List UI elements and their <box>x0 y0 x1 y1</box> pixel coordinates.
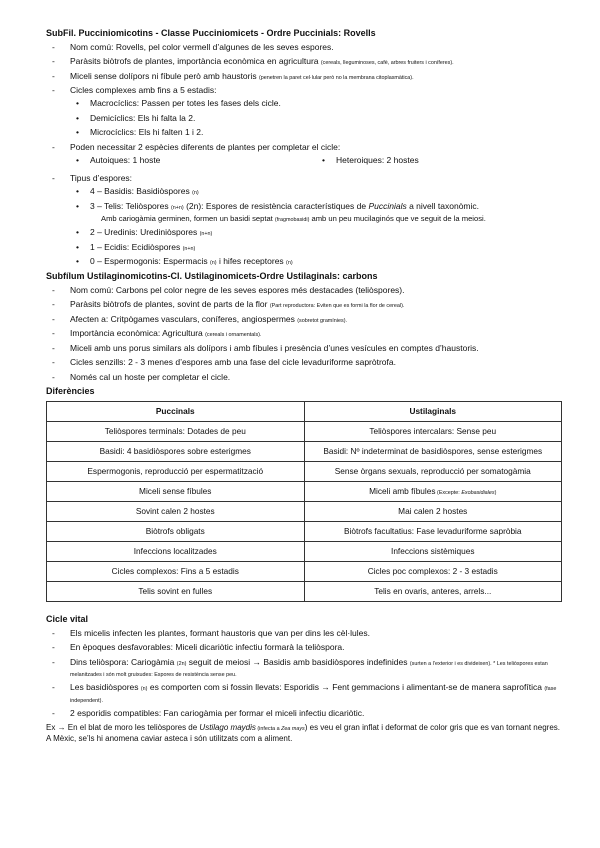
sublist-item: • Heteroiques: 2 hostes <box>316 155 562 166</box>
spore-ploidy: (n+n) <box>182 245 196 252</box>
table-row <box>47 502 562 522</box>
spore-ploidy: (n) <box>192 190 199 197</box>
table-cell: Sense òrgans sexuals, reproducció per somatogàmia <box>304 462 562 482</box>
arrow-right-icon: → <box>252 656 262 667</box>
item-note: * Les teliòspores estan melanitzades i són molt gruixudes: Espores de resistència sense peu. <box>70 660 548 678</box>
list-item <box>46 343 562 354</box>
item-text: Cicles complexes amb fins a 5 estadis: <box>70 85 217 96</box>
table-cell: Biòtrofs obligats <box>47 522 305 542</box>
section-title-puccinials: SubFil. Pucciniomicotins - Classe Pucciniomicets - Ordre Puccinials: Rovells <box>46 28 376 38</box>
item-note: (cereals, lleguminoses, cafè, arbres fruiters i coníferes). <box>320 60 454 67</box>
list-item <box>46 357 562 368</box>
differences-table <box>46 401 562 602</box>
sublist-item <box>70 201 562 224</box>
sublist-item <box>70 227 562 238</box>
example-text: Ex <box>46 723 58 733</box>
spore-text: 0 – Espermogonis: Espermacis <box>90 256 210 267</box>
table-cell: Infeccions localitzades <box>47 542 305 562</box>
table-cell: Biòtrofs facultatius: Fase levaduriforme sapròbia <box>304 522 562 542</box>
item-text: 2 esporidis compatibles: Fan cariogàmia per formar el miceli infectiu dicariòtic. <box>70 708 365 719</box>
sublist-item <box>70 186 562 197</box>
example-note: (infecta a <box>255 726 282 733</box>
hostes-sublist <box>70 155 562 170</box>
item-note: (cereals i ornamentals). <box>205 332 262 339</box>
table-row <box>47 522 562 542</box>
spore-ploidy: (n) <box>210 260 217 267</box>
item-text: Els micelis infecten les plantes, formant haustoris que van per dins les cèl·lules. <box>70 627 371 638</box>
spore-ploidy: (n) <box>286 260 293 267</box>
spore-subnote <box>90 214 562 224</box>
list-item <box>46 642 562 653</box>
list-item <box>46 657 562 679</box>
item-text: Cicles senzills: 2 - 3 menes d’espores amb una fase del cicle levaduriforme sapròtrofa. <box>70 357 396 368</box>
sublist-item <box>70 256 562 267</box>
table-cell <box>304 482 562 502</box>
table-row <box>47 422 562 442</box>
subnote-text: amb un peu mucilaginós que ve seguit de la meiosi. <box>309 213 486 223</box>
item-note: (sobretot gramínies). <box>297 317 347 324</box>
list-item <box>46 173 562 267</box>
sublist-item: • Autoiques: 1 hoste <box>70 155 316 166</box>
table-cell: Miceli sense fíbules <box>47 482 305 502</box>
sublist-item: • Demicíclics: Els hi falta la 2. <box>70 113 562 124</box>
item-text: Afecten a: Critpògames vasculars, coníferes, angiospermes <box>70 313 298 324</box>
item-text: Miceli amb uns porus similars als dolípors i amb fíbules i presència d’unes vesícules en comptes d’haustoris. <box>70 342 479 353</box>
sublist-item <box>70 242 562 253</box>
section-title-ustilaginals: Subfílum Ustilaginomicotins-Cl. Ustilaginomicets-Ordre Ustilaginals: carbons <box>46 270 378 281</box>
spore-text: a nivell taxonòmic. <box>406 200 480 211</box>
spore-text: 3 – Telis: Teliòspores <box>90 200 171 211</box>
arrow-right-icon: → <box>57 723 66 733</box>
table-cell: Basidi: 4 basidiòspores sobre esterigmes <box>47 442 305 462</box>
list-item <box>46 628 562 639</box>
puccinials-list <box>46 42 562 268</box>
table-cell: Sovint calen 2 hostes <box>47 502 305 522</box>
item-text: Nom comú: Rovells, pel color vermell d’algunes de les seves espores. <box>70 41 334 52</box>
item-text: Paràsits biòtrofs de plantes, sovint de parts de la flor <box>70 299 270 310</box>
item-note: (2n) <box>176 660 187 667</box>
taxon-name: Puccinials <box>368 200 407 211</box>
table-row <box>47 462 562 482</box>
item-text: Només cal un hoste per completar el cicle. <box>70 371 231 382</box>
species-name: Ustilago maydis <box>199 723 256 733</box>
item-note: (fase independent). <box>70 686 557 704</box>
sublist-item: • Microcíclics: Els hi falten 1 i 2. <box>70 127 562 138</box>
sublist-item: • Macrocíclics: Passen per totes les fases dels cicle. <box>70 98 562 109</box>
subnote-small: (fragmobasidi) <box>274 216 310 223</box>
list-item <box>46 56 562 67</box>
cell-note-taxon: Exobasidiales <box>461 490 495 497</box>
list-item <box>46 42 562 53</box>
spore-text: 1 – Ecidis: Ecidiòspores <box>90 241 183 252</box>
table-cell: Telis en ovaris, anteres, arrels... <box>304 582 562 602</box>
item-text: seguit de meiosi <box>186 656 253 667</box>
example-paragraph <box>46 723 562 744</box>
table-row <box>47 542 562 562</box>
list-item <box>46 85 562 138</box>
list-item <box>46 682 562 704</box>
table-cell: Infeccions sistèmiques <box>304 542 562 562</box>
list-item <box>46 285 562 296</box>
item-text: Poden necessitar 2 espècies diferents de plantes per completar el cicle: <box>70 142 341 153</box>
list-item <box>46 708 562 719</box>
example-text: En el blat de moro les teliòspores de <box>65 723 200 733</box>
list-item <box>46 372 562 383</box>
table-header-row <box>47 402 562 422</box>
cell-note: ) <box>494 490 497 497</box>
species-name: Zea mays <box>281 726 305 733</box>
table-cell: Telis sovint en fulles <box>47 582 305 602</box>
cicle-vital-list <box>46 628 562 719</box>
list-item <box>46 328 562 339</box>
cell-text: Miceli amb fíbules <box>369 486 436 497</box>
example-text: ) es veu el gran inflat i deformat de color gris que es van tornant negres. A Mèxic, se’ls hi anomena caviar asteca i són utilitzats com a aliment. <box>46 723 560 743</box>
table-cell: Cicles poc complexos: 2 - 3 estadis <box>304 562 562 582</box>
list-item <box>46 299 562 310</box>
spores-sublist <box>70 186 562 267</box>
table-row <box>47 482 562 502</box>
item-text: Dins teliòspora: Cariogàmia <box>70 656 177 667</box>
item-text: Fent gemmacions i alimentant-se de manera saprofítica <box>329 682 545 693</box>
item-text: En èpoques desfavorables: Miceli dicariòtic infectiu formarà la teliòspora. <box>70 642 345 653</box>
ustilaginals-list <box>46 285 562 383</box>
spore-text: 4 – Basidis: Basidiòspores <box>90 186 193 197</box>
table-row <box>47 582 562 602</box>
spore-text: 2 – Uredinis: Urediniòspores <box>90 227 200 238</box>
table-row <box>47 442 562 462</box>
table-cell: Basidi: Nº indeterminat de basidiòspores, sense esterigmes <box>304 442 562 462</box>
subnote-text: Amb cariogàmia germinen, formen un basidi septat <box>101 213 275 223</box>
table-cell: Espermogonis, reproducció per espermatització <box>47 462 305 482</box>
item-text: Importància econòmica: Agricultura <box>70 328 206 339</box>
item-note: (surten a l’exterior i es divideixen). <box>409 660 492 667</box>
item-note: (penetren la paret cel·lular però no la membrana citoplasmàtica). <box>258 74 414 81</box>
table-cell: Teliòspores intercalars: Sense peu <box>304 422 562 442</box>
list-item <box>46 142 562 170</box>
table-cell: Teliòspores terminals: Dotades de peu <box>47 422 305 442</box>
item-text: es comporten com si fossin llevats: Esporidis <box>147 682 322 693</box>
cell-note: (Excepte: <box>435 490 462 497</box>
item-text: Basidis amb basidiòspores indefinides <box>261 656 410 667</box>
spore-text: i hifes receptores <box>216 256 287 267</box>
cicle-vital-title: Cicle vital <box>46 614 89 625</box>
cicles-sublist <box>70 98 562 138</box>
item-text: Les basidiòspores <box>70 682 141 693</box>
list-item <box>46 314 562 325</box>
item-text: Miceli sense dolípors ni fíbule però amb haustoris <box>70 70 259 81</box>
arrow-right-icon: → <box>321 682 330 693</box>
column-header-ustilaginals: Ustilaginals <box>304 402 562 422</box>
differences-title: Diferències <box>46 386 95 397</box>
document-page <box>46 28 562 744</box>
table-cell: Cicles complexos: Fins a 5 estadis <box>47 562 305 582</box>
item-note: (n) <box>140 686 148 693</box>
table-row <box>47 562 562 582</box>
item-text: Tipus d’espores: <box>70 173 133 184</box>
table-cell: Mai calen 2 hostes <box>304 502 562 522</box>
list-item <box>46 71 562 82</box>
item-text: Nom comú: Carbons pel color negre de les seves espores més destacades (teliòspores). <box>70 284 405 295</box>
spore-text: (2n): Espores de resistència característiques de <box>183 200 369 211</box>
item-text: Paràsits biòtrofs de plantes, importància econòmica en agricultura <box>70 56 321 67</box>
spore-ploidy: (n+n) <box>199 231 213 238</box>
column-header-puccinals: Puccinals <box>47 402 305 422</box>
spacer <box>46 602 562 614</box>
item-note: (Part reproductora: Eviten que es formi la flor de cereal). <box>269 303 405 310</box>
spore-ploidy: (n+n) <box>170 204 184 211</box>
